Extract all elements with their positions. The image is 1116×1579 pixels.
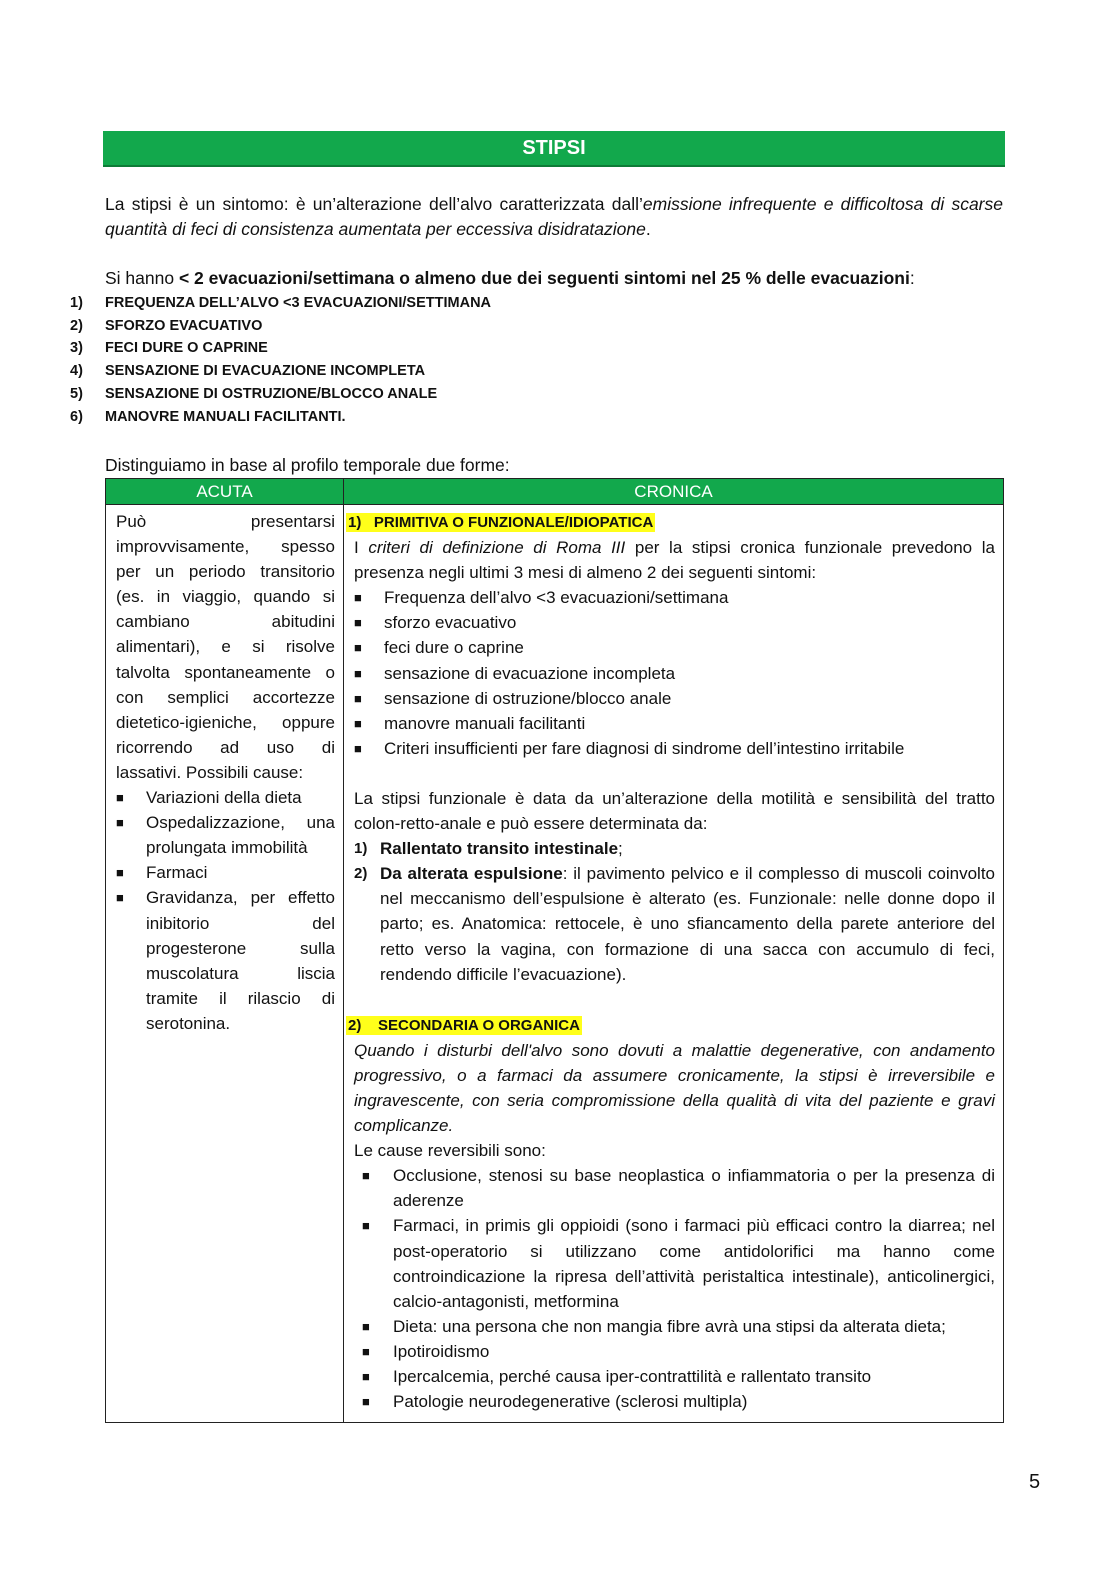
secondaria-description	[354, 1038, 995, 1138]
criteria-lead	[105, 266, 1005, 291]
list-item	[354, 1314, 995, 1339]
list-number: 2)	[70, 317, 83, 334]
cause-label: Ipotiroidismo	[393, 1341, 490, 1361]
list-item	[116, 860, 335, 885]
list-item	[354, 836, 995, 861]
bullet-icon: ■	[362, 1218, 370, 1234]
temporal-lead: Distinguiamo in base al profilo temporale due forme:	[105, 455, 510, 475]
list-item	[354, 711, 995, 736]
roma-criteria	[354, 535, 995, 585]
primitiva-title: PRIMITIVA O FUNZIONALE/IDIOPATICA	[373, 514, 654, 531]
criteria-bold: < 2 evacuazioni/settimana o almeno due dei seguenti sintomi nel 25 % delle evacuazioni	[178, 268, 910, 288]
list-item	[116, 810, 335, 860]
bullet-icon: ■	[354, 615, 362, 631]
list-item	[70, 406, 491, 429]
secondaria-heading	[346, 1012, 995, 1038]
bullet-icon: ■	[116, 790, 124, 806]
cause-label: Ospedalizzazione, una prolungata immobilità	[146, 813, 335, 858]
primitiva-num: 1)	[348, 514, 362, 531]
list-label: FECI DURE O CAPRINE	[105, 340, 268, 357]
acuta-causes	[116, 785, 335, 1036]
list-item	[70, 337, 491, 360]
mechanism-list	[354, 836, 995, 987]
symptom-label: sforzo evacuativo	[384, 613, 517, 633]
list-item	[354, 635, 995, 660]
causes-lead: Le cause reversibili sono:	[354, 1141, 546, 1161]
list-item	[354, 861, 995, 986]
list-number: 1)	[70, 295, 83, 311]
cause-label: Variazioni della dieta	[146, 788, 302, 808]
list-item	[354, 1364, 995, 1389]
symptom-label: manovre manuali facilitanti	[384, 713, 586, 733]
list-item	[354, 1213, 995, 1313]
criteria-suffix: :	[909, 268, 915, 288]
list-label: FREQUENZA DELL’ALVO <3 EVACUAZIONI/SETTIMANA	[105, 295, 492, 311]
primitiva-heading	[346, 509, 995, 535]
list-item	[354, 585, 995, 610]
criteria-prefix: Si hanno	[105, 268, 179, 288]
list-number: 1)	[354, 840, 368, 858]
list-item	[70, 383, 491, 406]
list-item	[70, 315, 491, 338]
secondaria-num: 2)	[348, 1016, 362, 1034]
acuta-text: Può presentarsi improvvisamente, spesso per un periodo transitorio (es. in viaggio, quando si cambiano abitudini alimentari), e si risolve talvolta spontaneamente o con semplici accortezze dietetico-igieniche, oppure ricorrendo ad uso di lassativi. Possibili cause:	[116, 512, 335, 782]
symptom-label: sensazione di evacuazione incompleta	[384, 663, 676, 683]
secondaria-title: SECONDARIA O ORGANICA	[378, 1016, 580, 1034]
cause-label: Gravidanza, per effetto inibitorio del progesterone sulla muscolatura liscia tramite il rilascio di serotonina.	[146, 888, 335, 1033]
list-label: SFORZO EVACUATIVO	[105, 317, 263, 334]
forms-table	[105, 478, 1004, 1423]
list-number: 6)	[70, 408, 83, 425]
cause-label: Farmaci, in primis gli oppioidi (sono i farmaci più efficaci contro la diarrea; nel post-operatorio si utilizzano come antidolorifici ma hanno come controindicazione la ripresa dell’attività peristaltica intestinale), anticolinergici, calcio-antagonisti, metformina	[393, 1216, 995, 1311]
list-number: 4)	[70, 363, 83, 380]
list-item	[354, 610, 995, 635]
list-item	[354, 1389, 995, 1414]
roma-italic: criteri di definizione di Roma III	[368, 538, 626, 558]
intro-text: La stipsi è un sintomo: è un’alterazione dell’alvo caratterizzata dall’	[105, 194, 643, 214]
bullet-icon: ■	[362, 1343, 370, 1359]
roma-symptoms	[354, 585, 995, 761]
bullet-icon: ■	[354, 715, 362, 731]
intro-definition: emissione infrequente e difficoltosa di scarse quantità di feci di consistenza aumentata per eccessiva disidratazione	[105, 194, 1003, 239]
bullet-icon: ■	[354, 640, 362, 656]
roma-suffix: per la stipsi cronica funzionale prevedono la presenza negli ultimi 3 mesi di almeno 2 dei seguenti sintomi:	[354, 538, 995, 583]
page-title: STIPSI	[103, 131, 1005, 167]
bullet-icon: ■	[116, 815, 124, 831]
mechanism-text: : il pavimento pelvico e il complesso di muscoli coinvolto nel meccanismo dell’espulsione è alterato (es. Funzionale: nelle donne dopo il parto; es. Anatomica: rettocele, è uno sfiancamento della parete anteriore del retto verso la vagina, con formazione di una sacca con accumulo di feci, rendendo difficile l’evacuazione).	[380, 864, 995, 984]
header-cronica: CRONICA	[344, 479, 1004, 505]
bullet-icon: ■	[354, 740, 362, 756]
list-item	[70, 360, 491, 383]
bullet-icon: ■	[362, 1318, 370, 1334]
list-item	[116, 885, 335, 1036]
bullet-icon: ■	[116, 865, 124, 881]
list-item	[354, 661, 995, 686]
secondaria-italic: Quando i disturbi dell'alvo sono dovuti a malattie degenerative, con andamento progressivo, o a farmaci da assumere cronicamente, la stipsi è irreversibile e ingravescente, con seria compromissione della qualità di vita del paziente e gravi complicanze.	[354, 1040, 995, 1136]
cell-acuta	[106, 505, 344, 1423]
bullet-icon: ■	[362, 1369, 370, 1384]
list-item	[354, 1339, 995, 1364]
list-number: 3)	[70, 340, 83, 357]
cause-label: Farmaci	[146, 863, 208, 883]
cause-label: Ipercalcemia, perché causa iper-contrattilità e rallentato transito	[393, 1367, 872, 1386]
list-item	[70, 292, 491, 315]
mechanism-text: ;	[618, 839, 623, 859]
cause-label: Patologie neurodegenerative (sclerosi multipla)	[393, 1392, 748, 1412]
intro-end: .	[645, 219, 651, 239]
list-item	[116, 785, 335, 810]
list-number: 2)	[354, 865, 368, 883]
list-item	[354, 686, 995, 711]
secondaria-causes	[354, 1163, 995, 1414]
symptom-label: Criteri insufficienti per fare diagnosi di sindrome dell’intestino irritabile	[384, 738, 905, 758]
list-item	[354, 1163, 995, 1213]
bullet-icon: ■	[362, 1168, 370, 1184]
page-number: 5	[1029, 1471, 1041, 1493]
bullet-icon: ■	[116, 890, 124, 906]
cause-label: Dieta: una persona che non mangia fibre avrà una stipsi da alterata dieta;	[393, 1316, 946, 1336]
symptom-list	[70, 292, 491, 428]
bullet-icon: ■	[354, 665, 362, 681]
symptom-label: Frequenza dell’alvo <3 evacuazioni/settimana	[384, 588, 729, 608]
mechanism-title: Rallentato transito intestinale	[380, 839, 619, 859]
roma-prefix: I	[354, 538, 369, 558]
symptom-label: feci dure o caprine	[384, 638, 524, 658]
list-label: SENSAZIONE DI EVACUAZIONE INCOMPLETA	[105, 363, 426, 380]
bullet-icon: ■	[354, 590, 362, 606]
header-acuta: ACUTA	[106, 479, 344, 505]
cell-cronica	[344, 505, 1004, 1423]
intro-paragraph	[105, 192, 1003, 242]
list-number: 5)	[70, 385, 83, 402]
mechanism-title: Da alterata espulsione	[380, 864, 563, 884]
functional-text: La stipsi funzionale è data da un’alterazione della motilità e sensibilità del tratto colon-retto-anale e può essere determinata da:	[354, 788, 995, 834]
bullet-icon: ■	[354, 690, 362, 706]
list-item	[354, 736, 995, 761]
bullet-icon: ■	[362, 1394, 370, 1410]
cause-label: Occlusione, stenosi su base neoplastica o infiammatoria o per la presenza di aderenze	[393, 1166, 995, 1211]
symptom-label: sensazione di ostruzione/blocco anale	[384, 688, 672, 708]
list-label: MANOVRE MANUALI FACILITANTI.	[105, 408, 346, 425]
list-label: SENSAZIONE DI OSTRUZIONE/BLOCCO ANALE	[105, 385, 438, 402]
